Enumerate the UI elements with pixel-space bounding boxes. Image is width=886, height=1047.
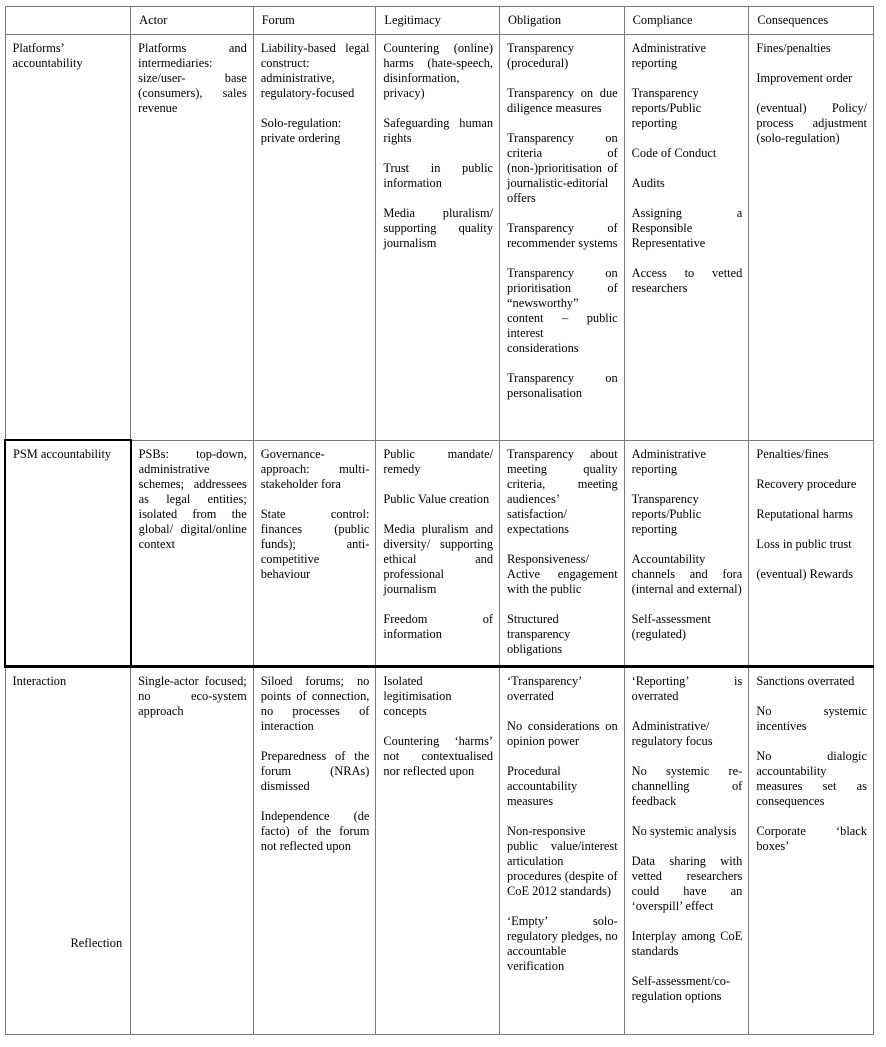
cell-paragraph: Governance-approach: multi-stakeholder fora bbox=[260, 446, 370, 491]
header-row bbox=[5, 7, 874, 35]
cell-paragraph: Transparency on due diligence measures bbox=[507, 86, 618, 115]
cell-actor bbox=[131, 667, 254, 1035]
header-actor: Actor bbox=[131, 7, 254, 35]
cell-obligation bbox=[500, 440, 625, 667]
cell-paragraph: PSBs: top-down, administrative schemes; addressees as legal entities; isolated from the global/ digital/online context bbox=[138, 446, 247, 551]
cell-paragraph: Assigning a Responsible Representative bbox=[631, 206, 743, 250]
header-consequences: Consequences bbox=[749, 7, 874, 35]
header-compliance: Compliance bbox=[624, 7, 749, 35]
cell-paragraph: Corporate ‘black boxes’ bbox=[756, 824, 867, 853]
cell-paragraph: No considerations on opinion power bbox=[507, 719, 618, 748]
table-row bbox=[5, 667, 874, 1035]
row-heading bbox=[5, 440, 131, 667]
cell-forum bbox=[253, 667, 376, 1035]
cell-paragraph: No systemic analysis bbox=[631, 824, 737, 838]
cell-paragraph: Data sharing with vetted researchers could have an ‘overspill’ effect bbox=[631, 854, 743, 913]
row-label: Platforms’ accountability bbox=[12, 41, 83, 70]
cell-paragraph: Administrative/ regulatory focus bbox=[631, 719, 713, 748]
cell-paragraph: ‘Reporting’ is overrated bbox=[631, 674, 743, 703]
cell-paragraph: Reputational harms bbox=[756, 506, 854, 521]
cell-paragraph: Public Value creation bbox=[383, 491, 490, 506]
cell-paragraph: Siloed forums; no points of connection, no processes of interaction bbox=[260, 674, 370, 733]
cell-compliance bbox=[624, 440, 749, 667]
row-label: Interaction bbox=[12, 674, 67, 688]
cell-paragraph: Liability-based legal construct: administrative, regulatory-focused bbox=[260, 41, 370, 100]
cell-paragraph: Procedural accountability measures bbox=[507, 764, 578, 808]
cell-paragraph: Self-assessment (regulated) bbox=[631, 611, 711, 641]
cell-paragraph: Structured transparency obligations bbox=[507, 611, 571, 656]
row-label: PSM accountability bbox=[13, 447, 112, 461]
cell-actor bbox=[131, 35, 254, 441]
cell-paragraph: Code of Conduct bbox=[631, 146, 717, 160]
cell-legitimacy bbox=[376, 440, 500, 667]
cell-paragraph: Loss in public trust bbox=[756, 536, 852, 551]
cell-compliance bbox=[624, 35, 749, 441]
cell-paragraph: Responsiveness/ Active engagement with the public bbox=[507, 551, 618, 596]
cell-paragraph: Preparedness of the forum (NRAs) dismissed bbox=[260, 749, 370, 793]
cell-paragraph: Countering ‘harms’ not contextualised nor reflected upon bbox=[383, 734, 494, 778]
cell-paragraph: Transparency (procedural) bbox=[507, 41, 575, 70]
cell-paragraph: Improvement order bbox=[756, 71, 853, 85]
cell-paragraph: Administrative reporting bbox=[631, 41, 707, 70]
table-row bbox=[5, 35, 874, 441]
cell-paragraph: Accountability channels and fora (internal and external) bbox=[631, 551, 743, 596]
cell-paragraph: Countering (online) harms (hate-speech, disinformation, privacy) bbox=[383, 41, 494, 100]
cell-legitimacy bbox=[376, 35, 500, 441]
cell-forum bbox=[253, 440, 376, 667]
cell-paragraph: No dialogic accountability measures set as consequences bbox=[756, 749, 867, 808]
cell-paragraph: Transparency on criteria of (non-)prioritisation of journalistic-editorial offers bbox=[507, 131, 618, 205]
cell-paragraph: Fines/penalties bbox=[756, 41, 831, 55]
cell-legitimacy bbox=[376, 667, 500, 1035]
cell-paragraph: Media pluralism/ supporting quality journalism bbox=[383, 206, 494, 250]
cell-obligation bbox=[500, 667, 625, 1035]
cell-paragraph: Transparency on personalisation bbox=[507, 371, 618, 400]
cell-obligation bbox=[500, 35, 625, 441]
accountability-table bbox=[4, 6, 874, 1035]
header-corner bbox=[5, 7, 131, 35]
cell-paragraph: Sanctions overrated bbox=[756, 674, 855, 688]
cell-paragraph: Media pluralism and diversity/ supporting ethical and professional journalism bbox=[383, 521, 494, 596]
cell-paragraph: ‘Transparency’ overrated bbox=[507, 674, 583, 703]
cell-paragraph: Self-assessment/co-regulation options bbox=[631, 974, 731, 1003]
cell-paragraph: Public mandate/ remedy bbox=[383, 446, 494, 476]
cell-paragraph: Interplay among CoE standards bbox=[631, 929, 743, 958]
cell-paragraph: No systemic incentives bbox=[756, 704, 867, 733]
table-row bbox=[5, 440, 874, 667]
cell-paragraph: Non-responsive public value/interest articulation procedures (despite of CoE 2012 standards) bbox=[507, 824, 618, 898]
cell-paragraph: Administrative reporting bbox=[631, 446, 707, 476]
cell-paragraph: Isolated legitimisation concepts bbox=[383, 674, 452, 718]
cell-paragraph: Safeguarding human rights bbox=[383, 116, 494, 145]
cell-compliance bbox=[624, 667, 749, 1035]
cell-paragraph: Transparency reports/Public reporting bbox=[631, 491, 702, 536]
header-obligation: Obligation bbox=[500, 7, 625, 35]
cell-paragraph: State control: finances (public funds); anti-competitive behaviour bbox=[260, 506, 370, 581]
cell-paragraph: Access to vetted researchers bbox=[631, 266, 743, 295]
row-sublabel: Reflection bbox=[70, 936, 123, 950]
row-heading bbox=[5, 667, 131, 1035]
cell-forum bbox=[253, 35, 376, 441]
header-legitimacy: Legitimacy bbox=[376, 7, 500, 35]
cell-paragraph: (eventual) Policy/ process adjustment (solo-regulation) bbox=[756, 101, 867, 145]
cell-paragraph: Transparency about meeting quality criteria, meeting audiences’ satisfaction/ expectations bbox=[507, 446, 618, 536]
cell-paragraph: Recovery procedure bbox=[756, 476, 857, 491]
cell-consequences bbox=[749, 440, 874, 667]
cell-paragraph: Audits bbox=[631, 176, 665, 190]
cell-paragraph: No systemic re-channelling of feedback bbox=[631, 764, 743, 808]
header-forum: Forum bbox=[253, 7, 376, 35]
cell-actor bbox=[131, 440, 254, 667]
row-heading bbox=[5, 35, 131, 441]
cell-paragraph: Single-actor focused; no eco-system approach bbox=[138, 674, 247, 718]
cell-paragraph: (eventual) Rewards bbox=[756, 566, 853, 581]
cell-paragraph: Penalties/fines bbox=[756, 446, 829, 461]
cell-consequences bbox=[749, 35, 874, 441]
cell-paragraph: Transparency on prioritisation of “newsworthy” content – public interest considerations bbox=[507, 266, 618, 355]
cell-paragraph: Solo-regulation: private ordering bbox=[260, 116, 342, 145]
cell-paragraph: ‘Empty’ solo-regulatory pledges, no accountable verification bbox=[507, 914, 618, 973]
cell-consequences bbox=[749, 667, 874, 1035]
cell-paragraph: Freedom of information bbox=[383, 611, 494, 641]
cell-paragraph: Independence (de facto) of the forum not reflected upon bbox=[260, 809, 370, 853]
cell-paragraph: Platforms and intermediaries: size/user- base (consumers), sales revenue bbox=[138, 41, 247, 115]
cell-paragraph: Transparency reports/Public reporting bbox=[631, 86, 702, 130]
cell-paragraph: Trust in public information bbox=[383, 161, 494, 190]
cell-paragraph: Transparency of recommender systems bbox=[507, 221, 618, 250]
